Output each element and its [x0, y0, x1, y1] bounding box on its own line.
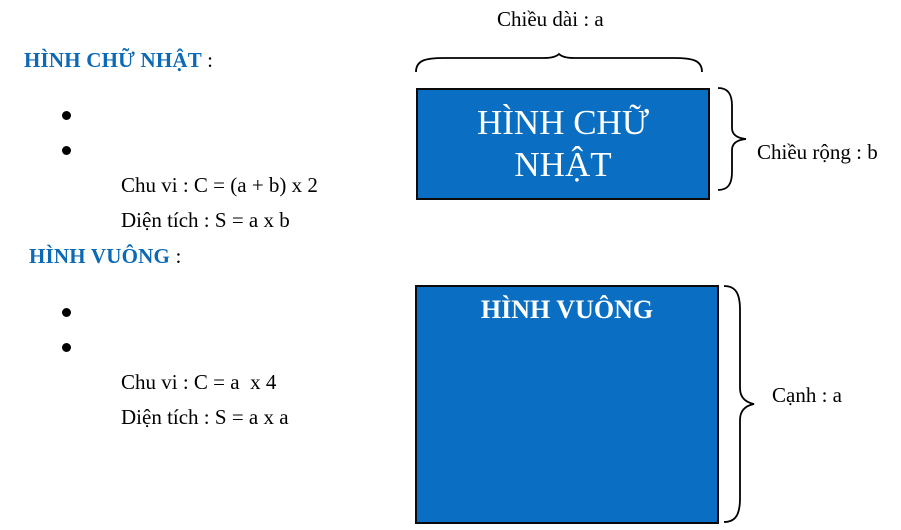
square-side-label: Cạnh : a — [772, 383, 842, 407]
square-formula-list — [62, 295, 289, 429]
formula-text: Diện tích : S = a x a — [121, 405, 289, 429]
square-heading — [29, 244, 182, 269]
rectangle-heading-title: HÌNH CHỮ NHẬT — [24, 48, 202, 72]
rectangle-shape — [416, 88, 710, 200]
rectangle-length-label: Chiều dài : a — [497, 7, 604, 31]
bullet-icon — [62, 111, 71, 120]
formula-text: Chu vi : C = (a + b) x 2 — [121, 173, 318, 197]
rectangle-heading-colon: : — [207, 48, 214, 72]
bullet-icon — [62, 343, 71, 352]
square-heading-title: HÌNH VUÔNG — [29, 244, 171, 268]
square-shape — [415, 285, 719, 524]
length-brace-icon — [414, 54, 704, 74]
formula-text: Chu vi : C = a x 4 — [121, 370, 277, 394]
bullet-icon — [62, 146, 71, 155]
rectangle-shape-label: HÌNH CHỮ NHẬT — [476, 103, 649, 184]
side-brace-icon — [722, 284, 758, 524]
rectangle-heading — [24, 48, 213, 73]
bullet-icon — [62, 308, 71, 317]
rectangle-formula-list — [62, 98, 318, 232]
width-brace-icon — [716, 86, 750, 192]
square-heading-colon: : — [175, 244, 182, 268]
rectangle-perimeter-formula — [62, 98, 318, 197]
formula-text: Diện tích : S = a x b — [121, 208, 290, 232]
rectangle-width-label: Chiều rộng : b — [757, 140, 878, 164]
square-perimeter-formula — [62, 295, 289, 394]
square-shape-label: HÌNH VUÔNG — [480, 295, 654, 324]
